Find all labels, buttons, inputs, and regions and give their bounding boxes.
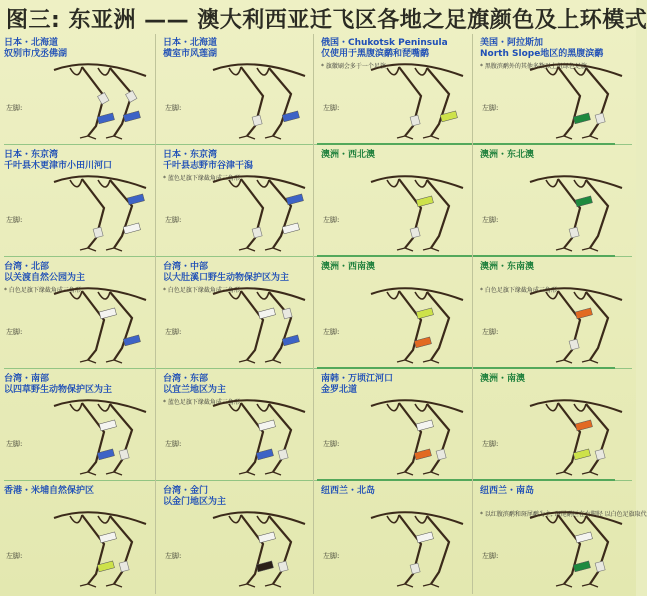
right-leg	[558, 291, 580, 360]
location-title: 澳洲・南澳	[480, 374, 526, 384]
location-title: 日本・东京湾	[4, 150, 59, 160]
right-leg	[558, 67, 580, 136]
right-leg	[399, 291, 421, 360]
right-upper-flag	[99, 532, 116, 543]
left-leg	[586, 516, 608, 584]
left-leg	[427, 292, 449, 360]
region-divider	[317, 255, 615, 257]
location-title: 台湾・金门	[163, 486, 209, 496]
leg-label: 左脚:	[482, 216, 499, 224]
location-subtitle: 横室市风莲湖	[163, 49, 218, 59]
left-leg	[427, 180, 449, 248]
left-leg	[110, 68, 132, 136]
location-cell	[476, 34, 627, 140]
location-subtitle: 奴别市戊丞佛湖	[4, 49, 68, 59]
location-title: 香港・米埔自然保护区	[4, 486, 95, 496]
location-cell	[0, 146, 151, 252]
leg-label: 左脚:	[165, 440, 182, 448]
note: * 蓝色足旗下缘截角成三角形	[163, 399, 240, 406]
right-upper-flag	[575, 308, 592, 319]
left-lower-ring	[278, 449, 288, 460]
location-cell	[317, 370, 468, 476]
right-upper-flag	[416, 308, 433, 319]
right-lower-ring	[410, 563, 420, 574]
left-leg	[586, 292, 608, 360]
bird-legs-diagram	[52, 394, 148, 476]
location-title: 台湾・中部	[163, 262, 209, 272]
right-upper-flag	[416, 532, 433, 543]
location-subtitle: 以关渡自然公园为主	[4, 273, 86, 283]
left-lower-ring	[595, 561, 605, 572]
left-leg	[269, 292, 291, 360]
location-title: 南韩・万顷江河口	[321, 374, 394, 384]
left-leg	[586, 180, 608, 248]
right-leg	[241, 403, 263, 472]
leg-label: 左脚:	[6, 552, 23, 560]
location-title: 纽西兰・南岛	[480, 486, 535, 496]
bird-legs-diagram	[52, 506, 148, 588]
right-leg	[82, 515, 104, 584]
location-title: 台湾・北部	[4, 262, 50, 272]
right-leg	[82, 291, 104, 360]
leg-label: 左脚:	[323, 216, 340, 224]
note: * 蓝色足旗下缘截角成三角形	[163, 175, 240, 182]
left-leg	[110, 404, 132, 472]
right-leg	[558, 403, 580, 472]
right-leg	[399, 515, 421, 584]
left-lower-ring	[595, 113, 605, 124]
right-leg	[399, 179, 421, 248]
left-leg	[586, 404, 608, 472]
left-upper-flag	[127, 194, 144, 205]
right-upper-flag	[575, 420, 592, 431]
column-divider	[155, 34, 156, 594]
location-cell	[159, 482, 310, 588]
location-title: 俄国・Chukotsk Peninsula	[321, 38, 448, 48]
right-leg	[241, 67, 263, 136]
leg-label: 左脚:	[482, 440, 499, 448]
location-subtitle: North Slope地区的黑腹滨鹬	[480, 49, 604, 59]
bird-legs-diagram	[211, 506, 307, 588]
left-leg	[110, 516, 132, 584]
leg-label: 左脚:	[6, 328, 23, 336]
location-title: 日本・东京湾	[163, 150, 218, 160]
left-leg	[269, 68, 291, 136]
location-title: 日本・北海道	[163, 38, 218, 48]
bird-legs-diagram	[528, 170, 624, 252]
location-cell	[0, 370, 151, 476]
left-upper-ring	[282, 308, 292, 319]
right-leg	[241, 515, 263, 584]
bird-legs-diagram	[369, 506, 465, 588]
bird-legs-diagram	[52, 170, 148, 252]
location-title: 台湾・南部	[4, 374, 50, 384]
leg-label: 左脚:	[323, 552, 340, 560]
right-leg	[82, 179, 104, 248]
note: * 白色足旗下缘截角成三角形	[480, 287, 557, 294]
left-lower-ring	[436, 449, 446, 460]
left-leg	[427, 516, 449, 584]
note: * 白色足旗下缘截角成三角形	[163, 287, 240, 294]
location-cell	[159, 34, 310, 140]
bird-legs-diagram	[369, 58, 465, 140]
leg-label: 左脚:	[482, 328, 499, 336]
bird-legs-diagram	[528, 282, 624, 364]
bird-legs-diagram	[52, 58, 148, 140]
location-title: 美国・阿拉斯加	[480, 38, 544, 48]
right-lower-ring	[93, 227, 103, 238]
right-upper-flag	[416, 420, 433, 431]
region-divider	[317, 367, 615, 369]
note: * 以红腹滨鹬和斑尾鹬为主, 斑尾鹬区在右脚胫 以白色足旗取代	[480, 511, 647, 518]
column-divider	[472, 34, 473, 594]
location-cell	[0, 34, 151, 140]
left-leg	[427, 68, 449, 136]
location-cell	[159, 370, 310, 476]
region-divider	[317, 143, 615, 145]
location-cell	[476, 258, 627, 364]
left-lower-ring	[119, 561, 129, 572]
leg-label: 左脚:	[6, 104, 23, 112]
location-subtitle: 千叶县木更津市小田川河口	[4, 161, 113, 171]
right-lower-ring	[569, 339, 579, 350]
location-cell	[476, 146, 627, 252]
leg-label: 左脚:	[165, 328, 182, 336]
bird-legs-diagram	[528, 58, 624, 140]
right-metal-ring	[98, 93, 109, 105]
location-subtitle: 以大肚溪口野生动物保护区为主	[163, 273, 290, 283]
location-cell	[159, 146, 310, 252]
note: * 黑腹滨鹬外的其他多数以上组绿色足旗	[480, 63, 587, 70]
bird-legs-diagram	[369, 394, 465, 476]
bird-legs-diagram	[369, 170, 465, 252]
location-cell	[476, 482, 647, 588]
left-lower-ring	[119, 449, 129, 460]
left-leg	[110, 180, 132, 248]
note: * 白色足旗下缘截角成三角形	[4, 287, 81, 294]
location-cell	[317, 482, 468, 588]
left-lower-ring	[278, 561, 288, 572]
right-upper-flag	[575, 532, 592, 543]
right-upper-flag	[99, 308, 116, 319]
bird-legs-diagram	[211, 170, 307, 252]
right-upper-flag	[575, 196, 592, 207]
right-leg	[399, 67, 421, 136]
location-title: 澳洲・西南澳	[321, 262, 376, 272]
bird-legs-diagram	[528, 394, 624, 476]
page-title: 图三: 东亚洲 —— 澳大利西亚迁飞区各地之足旗颜色及上环模式	[6, 8, 647, 33]
location-subtitle: 千叶县志野市谷津干潟	[163, 161, 254, 171]
location-title: 澳洲・东北澳	[480, 150, 535, 160]
right-leg	[241, 179, 263, 248]
column-divider	[313, 34, 314, 594]
location-subtitle: 以四草野生动物保护区为主	[4, 385, 113, 395]
location-subtitle: 以宜兰地区为主	[163, 385, 227, 395]
right-upper-flag	[258, 308, 275, 319]
location-subtitle: 仅使用于黑腹滨鹬和琵嘴鹬	[321, 49, 430, 59]
leg-label: 左脚:	[6, 216, 23, 224]
location-title: 台湾・东部	[163, 374, 209, 384]
right-lower-ring	[252, 115, 262, 126]
right-leg	[82, 403, 104, 472]
location-cell	[0, 258, 151, 364]
location-title: 纽西兰・北岛	[321, 486, 376, 496]
left-metal-ring	[126, 91, 137, 103]
bird-legs-diagram	[369, 282, 465, 364]
leg-label: 左脚:	[323, 440, 340, 448]
bird-legs-diagram	[211, 282, 307, 364]
right-lower-ring	[410, 115, 420, 126]
right-upper-flag	[416, 196, 433, 207]
location-title: 日本・北海道	[4, 38, 59, 48]
bird-legs-diagram	[211, 394, 307, 476]
bird-legs-diagram	[52, 282, 148, 364]
left-leg	[269, 180, 291, 248]
right-lower-ring	[410, 227, 420, 238]
leg-label: 左脚:	[165, 104, 182, 112]
right-upper-flag	[258, 532, 275, 543]
location-cell	[317, 258, 468, 364]
left-leg	[427, 404, 449, 472]
location-cell	[159, 258, 310, 364]
location-subtitle: 金罗北道	[321, 385, 358, 395]
leg-label: 左脚:	[482, 104, 499, 112]
location-title: 澳洲・东南澳	[480, 262, 535, 272]
location-title: 澳洲・西北澳	[321, 150, 376, 160]
left-leg	[110, 292, 132, 360]
left-leg	[269, 516, 291, 584]
right-leg	[558, 515, 580, 584]
right-lower-ring	[252, 227, 262, 238]
location-cell	[317, 34, 468, 140]
leg-label: 左脚:	[165, 216, 182, 224]
right-leg	[399, 403, 421, 472]
right-leg	[558, 179, 580, 248]
leg-label: 左脚:	[165, 552, 182, 560]
right-upper-flag	[258, 420, 275, 431]
leg-label: 左脚:	[323, 328, 340, 336]
location-subtitle: 以金门地区为主	[163, 497, 227, 507]
note: * 旗徽刷会多于一个足旗	[321, 63, 386, 70]
leg-label: 左脚:	[6, 440, 23, 448]
left-leg	[269, 404, 291, 472]
left-leg	[586, 68, 608, 136]
right-upper-flag	[99, 420, 116, 431]
location-cell	[0, 482, 151, 588]
region-divider	[317, 479, 615, 481]
left-upper-flag	[286, 194, 303, 205]
location-cell	[476, 370, 627, 476]
leg-label: 左脚:	[323, 104, 340, 112]
location-cell	[317, 146, 468, 252]
right-lower-ring	[569, 227, 579, 238]
right-leg	[241, 291, 263, 360]
flag-grid	[0, 34, 647, 596]
leg-label: 左脚:	[482, 552, 499, 560]
bird-legs-diagram	[211, 58, 307, 140]
left-lower-ring	[595, 449, 605, 460]
bird-legs-diagram	[528, 506, 624, 588]
